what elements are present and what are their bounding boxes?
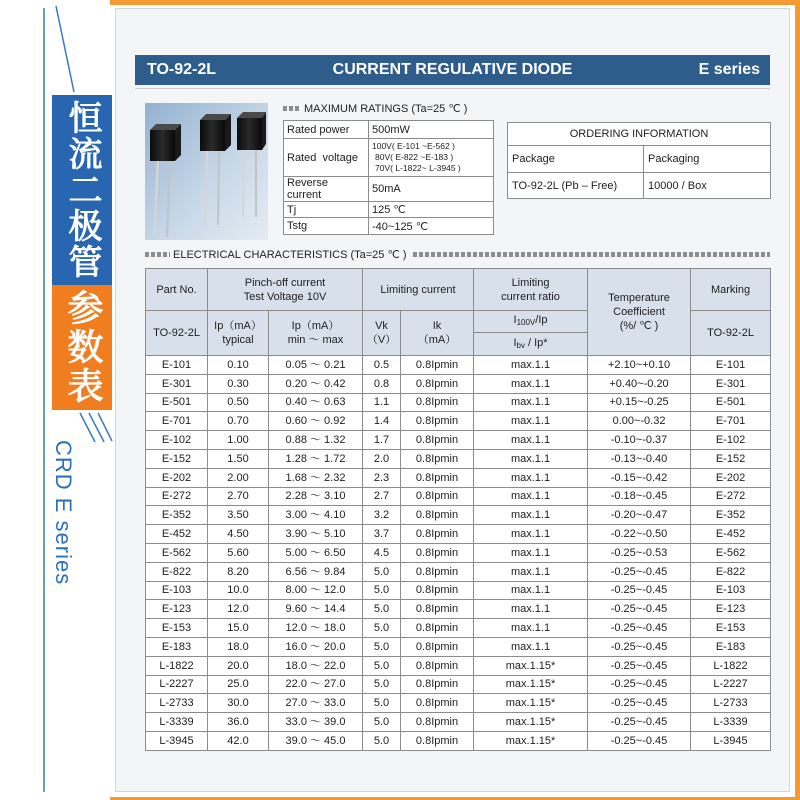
marking-cell: E-202 bbox=[691, 468, 771, 487]
max-ratings-table bbox=[283, 120, 494, 235]
ratio-cell: max.1.1 bbox=[474, 619, 588, 638]
rating-label: Rated power bbox=[284, 121, 369, 139]
table-row bbox=[146, 619, 771, 638]
table-row bbox=[146, 543, 771, 562]
part-no-cell: E-562 bbox=[146, 543, 208, 562]
ip-range-cell: 16.0 ～ 20.0 bbox=[269, 637, 363, 656]
ip-typical-cell: 3.50 bbox=[208, 506, 269, 525]
vk-line1: Vk bbox=[375, 320, 388, 332]
sidebar-subtitle-box bbox=[52, 285, 112, 410]
part-no-cell: E-501 bbox=[146, 393, 208, 412]
ik-cell: 0.8Ipmin bbox=[401, 675, 474, 694]
sidebar-subtitle: 参数表 bbox=[62, 289, 103, 406]
ordering-packaging-value: 10000 / Box bbox=[644, 173, 771, 199]
temp-coeff-cell: -0.20~-0.47 bbox=[588, 506, 691, 525]
part-no-cell: E-153 bbox=[146, 619, 208, 638]
ratio-cell: max.1.15* bbox=[474, 694, 588, 713]
marking-cell: E-153 bbox=[691, 619, 771, 638]
ip-range-cell: 5.00 ～ 6.50 bbox=[269, 543, 363, 562]
ik-cell: 0.8Ipmin bbox=[401, 525, 474, 544]
vk-cell: 5.0 bbox=[363, 562, 401, 581]
electrical-table bbox=[145, 268, 771, 751]
max-ratings-label bbox=[283, 101, 467, 115]
rating-label: Tj bbox=[284, 202, 369, 218]
table-row bbox=[146, 449, 771, 468]
ratio-bv-main: I bbox=[513, 336, 517, 349]
ip-typical-cell: 0.70 bbox=[208, 412, 269, 431]
temp-line3: (%/ ℃ ) bbox=[619, 320, 659, 332]
ordering-title: ORDERING INFORMATION bbox=[508, 123, 771, 146]
electrical-label bbox=[145, 247, 770, 261]
header-title: CURRENT REGULATIVE DIODE bbox=[332, 61, 573, 78]
marking-cell: E-102 bbox=[691, 431, 771, 450]
ordering-package-value: TO-92-2L (Pb – Free) bbox=[508, 173, 644, 199]
ip-range-cell: 0.60 ～ 0.92 bbox=[269, 412, 363, 431]
ip-typ-line2: typical bbox=[222, 334, 254, 346]
table-row bbox=[508, 123, 771, 146]
part-no-cell: E-202 bbox=[146, 468, 208, 487]
ip-range-line2: min ～ max bbox=[287, 334, 344, 346]
ik-cell: 0.8Ipmin bbox=[401, 713, 474, 732]
ratio-cell: max.1.1 bbox=[474, 581, 588, 600]
temp-coeff-cell: -0.10~-0.37 bbox=[588, 431, 691, 450]
ik-cell: 0.8Ipmin bbox=[401, 487, 474, 506]
part-no-cell: E-822 bbox=[146, 562, 208, 581]
table-row bbox=[146, 431, 771, 450]
col-part-no: Part No. bbox=[146, 269, 208, 311]
table-row bbox=[284, 121, 494, 139]
vk-cell: 5.0 bbox=[363, 637, 401, 656]
ik-cell: 0.8Ipmin bbox=[401, 374, 474, 393]
sidebar-title-box bbox=[52, 95, 112, 285]
temp-line1: Temperature bbox=[608, 292, 670, 304]
dash-rule bbox=[283, 106, 300, 111]
ik-cell: 0.8Ipmin bbox=[401, 468, 474, 487]
temp-coeff-cell: -0.18~-0.45 bbox=[588, 487, 691, 506]
ik-cell: 0.8Ipmin bbox=[401, 562, 474, 581]
ordering-header-package: Package bbox=[508, 146, 644, 173]
sidebar-title: 恒流二极管 bbox=[62, 100, 102, 280]
ratio-cell: max.1.1 bbox=[474, 374, 588, 393]
header-series: E series bbox=[698, 61, 760, 78]
ip-typical-cell: 18.0 bbox=[208, 637, 269, 656]
ik-cell: 0.8Ipmin bbox=[401, 619, 474, 638]
part-no-cell: L-1822 bbox=[146, 656, 208, 675]
ip-range-cell: 6.56 ～ 9.84 bbox=[269, 562, 363, 581]
electrical-table-body bbox=[146, 356, 771, 751]
temp-coeff-cell: -0.25~-0.45 bbox=[588, 713, 691, 732]
ip-range-cell: 1.68 ～ 2.32 bbox=[269, 468, 363, 487]
frame-right-border bbox=[795, 0, 800, 800]
ratio-cell: max.1.1 bbox=[474, 637, 588, 656]
temp-coeff-cell: +0.40~-0.20 bbox=[588, 374, 691, 393]
electrical-table-header bbox=[146, 269, 771, 356]
ratio-100v-rest: /Ip bbox=[535, 314, 548, 326]
part-no-cell: E-152 bbox=[146, 449, 208, 468]
ratio-line2: current ratio bbox=[501, 290, 560, 303]
ik-cell: 0.8Ipmin bbox=[401, 431, 474, 450]
marking-cell: E-152 bbox=[691, 449, 771, 468]
part-no-cell: L-3339 bbox=[146, 713, 208, 732]
temp-line2: Coefficient bbox=[613, 306, 665, 318]
table-row bbox=[146, 694, 771, 713]
vk-cell: 5.0 bbox=[363, 713, 401, 732]
temp-coeff-cell: -0.25~-0.45 bbox=[588, 675, 691, 694]
temp-coeff-cell: +2.10~+0.10 bbox=[588, 356, 691, 375]
vk-cell: 5.0 bbox=[363, 600, 401, 619]
col-part-package: TO-92-2L bbox=[146, 311, 208, 356]
table-row bbox=[146, 412, 771, 431]
rating-value: -40~125 ℃ bbox=[369, 218, 494, 235]
col-limiting-ratio bbox=[474, 269, 588, 311]
vk-cell: 3.7 bbox=[363, 525, 401, 544]
ik-cell: 0.8Ipmin bbox=[401, 637, 474, 656]
ip-range-cell: 0.40 ～ 0.63 bbox=[269, 393, 363, 412]
ip-range-cell: 39.0 ～ 45.0 bbox=[269, 731, 363, 750]
ik-cell: 0.8Ipmin bbox=[401, 356, 474, 375]
marking-cell: E-103 bbox=[691, 581, 771, 600]
ratio-cell: max.1.1 bbox=[474, 600, 588, 619]
ip-typical-cell: 42.0 bbox=[208, 731, 269, 750]
ik-cell: 0.8Ipmin bbox=[401, 581, 474, 600]
part-no-cell: E-701 bbox=[146, 412, 208, 431]
ik-cell: 0.8Ipmin bbox=[401, 449, 474, 468]
rating-label: Reverse current bbox=[284, 177, 369, 202]
temp-coeff-cell: -0.25~-0.45 bbox=[588, 619, 691, 638]
ip-typ-line1: Ip（mA） bbox=[214, 320, 262, 332]
col-ip-typical bbox=[208, 311, 269, 356]
ratio-cell: max.1.1 bbox=[474, 412, 588, 431]
ip-typical-cell: 2.70 bbox=[208, 487, 269, 506]
marking-cell: E-452 bbox=[691, 525, 771, 544]
ratio-cell: max.1.1 bbox=[474, 543, 588, 562]
ip-typical-cell: 36.0 bbox=[208, 713, 269, 732]
vk-cell: 1.1 bbox=[363, 393, 401, 412]
ratio-cell: max.1.1 bbox=[474, 449, 588, 468]
ip-range-cell: 2.28 ～ 3.10 bbox=[269, 487, 363, 506]
part-no-cell: L-3945 bbox=[146, 731, 208, 750]
vk-cell: 3.2 bbox=[363, 506, 401, 525]
col-marking-package: TO-92-2L bbox=[691, 311, 771, 356]
marking-cell: E-701 bbox=[691, 412, 771, 431]
table-row bbox=[146, 675, 771, 694]
col-marking: Marking bbox=[691, 269, 771, 311]
ip-typical-cell: 12.0 bbox=[208, 600, 269, 619]
ik-cell: 0.8Ipmin bbox=[401, 731, 474, 750]
col-limiting-current: Limiting current bbox=[363, 269, 474, 311]
header-package: TO-92-2L bbox=[147, 61, 217, 78]
ip-typical-cell: 10.0 bbox=[208, 581, 269, 600]
header-row bbox=[146, 269, 771, 311]
col-vk bbox=[363, 311, 401, 356]
table-row bbox=[146, 562, 771, 581]
dash-rule bbox=[145, 252, 170, 257]
vk-cell: 2.3 bbox=[363, 468, 401, 487]
ip-typical-cell: 1.00 bbox=[208, 431, 269, 450]
ik-cell: 0.8Ipmin bbox=[401, 506, 474, 525]
table-row bbox=[146, 374, 771, 393]
ratio-cell: max.1.15* bbox=[474, 731, 588, 750]
ratio-cell: max.1.15* bbox=[474, 656, 588, 675]
series-label: CRD E series bbox=[51, 440, 76, 586]
vk-cell: 5.0 bbox=[363, 675, 401, 694]
vk-cell: 1.4 bbox=[363, 412, 401, 431]
vk-cell: 1.7 bbox=[363, 431, 401, 450]
table-row bbox=[146, 356, 771, 375]
vk-cell: 0.8 bbox=[363, 374, 401, 393]
table-row bbox=[146, 656, 771, 675]
ip-typical-cell: 25.0 bbox=[208, 675, 269, 694]
product-photo bbox=[145, 103, 268, 240]
marking-cell: E-123 bbox=[691, 600, 771, 619]
marking-cell: E-822 bbox=[691, 562, 771, 581]
ip-range-cell: 12.0 ～ 18.0 bbox=[269, 619, 363, 638]
table-row bbox=[508, 173, 771, 199]
ip-typical-cell: 0.10 bbox=[208, 356, 269, 375]
frame-top-border bbox=[110, 0, 800, 5]
vk-line2: （V） bbox=[366, 334, 397, 346]
ratio-cell: max.1.1 bbox=[474, 487, 588, 506]
marking-cell: E-101 bbox=[691, 356, 771, 375]
ratio-cell: max.1.15* bbox=[474, 675, 588, 694]
ip-range-line1: Ip（mA） bbox=[291, 320, 340, 332]
ik-cell: 0.8Ipmin bbox=[401, 543, 474, 562]
part-no-cell: E-272 bbox=[146, 487, 208, 506]
vk-cell: 2.0 bbox=[363, 449, 401, 468]
rating-value: 125 ℃ bbox=[369, 202, 494, 218]
header-bar bbox=[135, 55, 770, 85]
part-no-cell: E-301 bbox=[146, 374, 208, 393]
part-no-cell: E-103 bbox=[146, 581, 208, 600]
ik-cell: 0.8Ipmin bbox=[401, 694, 474, 713]
ratio-100v-main: I bbox=[513, 314, 517, 326]
col-pinch-off bbox=[208, 269, 363, 311]
ik-line2: （mA） bbox=[417, 334, 457, 346]
table-row bbox=[146, 713, 771, 732]
marking-cell: E-272 bbox=[691, 487, 771, 506]
ik-cell: 0.8Ipmin bbox=[401, 600, 474, 619]
vk-cell: 5.0 bbox=[363, 619, 401, 638]
temp-coeff-cell: +0.15~-0.25 bbox=[588, 393, 691, 412]
rating-label: Rated voltage bbox=[284, 139, 369, 177]
ip-typical-cell: 8.20 bbox=[208, 562, 269, 581]
temp-coeff-cell: -0.25~-0.53 bbox=[588, 543, 691, 562]
ratio-100v-sub: 100V bbox=[516, 318, 536, 327]
ratio-cell: max.1.1 bbox=[474, 356, 588, 375]
ip-range-cell: 22.0 ～ 27.0 bbox=[269, 675, 363, 694]
ip-typical-cell: 5.60 bbox=[208, 543, 269, 562]
ip-range-cell: 0.88 ～ 1.32 bbox=[269, 431, 363, 450]
marking-cell: E-352 bbox=[691, 506, 771, 525]
ip-typical-cell: 2.00 bbox=[208, 468, 269, 487]
ik-cell: 0.8Ipmin bbox=[401, 393, 474, 412]
ratio-bv-sub: bv bbox=[516, 340, 525, 350]
part-no-cell: E-102 bbox=[146, 431, 208, 450]
ratio-cell: max.1.1 bbox=[474, 393, 588, 412]
ip-range-cell: 18.0 ～ 22.0 bbox=[269, 656, 363, 675]
ip-range-cell: 1.28 ～ 1.72 bbox=[269, 449, 363, 468]
table-row bbox=[146, 393, 771, 412]
vk-cell: 4.5 bbox=[363, 543, 401, 562]
part-no-cell: E-183 bbox=[146, 637, 208, 656]
voltage-line: 70V( L-1822~ L-3945 ) bbox=[375, 163, 461, 173]
header-divider bbox=[135, 88, 770, 89]
ordering-table bbox=[507, 122, 771, 199]
table-row bbox=[284, 177, 494, 202]
rating-value: 500mW bbox=[369, 121, 494, 139]
vk-cell: 2.7 bbox=[363, 487, 401, 506]
ratio-cell: max.1.1 bbox=[474, 562, 588, 581]
voltage-line: 80V( E-822 ~E-183 ) bbox=[375, 152, 454, 162]
table-row bbox=[284, 139, 494, 177]
ip-range-cell: 9.60 ～ 14.4 bbox=[269, 600, 363, 619]
table-row bbox=[146, 731, 771, 750]
table-row bbox=[284, 218, 494, 235]
ik-cell: 0.8Ipmin bbox=[401, 656, 474, 675]
part-no-cell: E-352 bbox=[146, 506, 208, 525]
table-row bbox=[146, 600, 771, 619]
ip-typical-cell: 1.50 bbox=[208, 449, 269, 468]
ratio-cell: max.1.1 bbox=[474, 525, 588, 544]
temp-coeff-cell: -0.15~-0.42 bbox=[588, 468, 691, 487]
ip-typical-cell: 20.0 bbox=[208, 656, 269, 675]
max-ratings-title: MAXIMUM RATINGS (Ta=25 ℃ ) bbox=[304, 102, 468, 115]
temp-coeff-cell: -0.25~-0.45 bbox=[588, 637, 691, 656]
ratio-cell: max.1.1 bbox=[474, 468, 588, 487]
col-temp-coeff bbox=[588, 269, 691, 356]
ip-range-cell: 3.00 ～ 4.10 bbox=[269, 506, 363, 525]
ip-range-cell: 0.05 ～ 0.21 bbox=[269, 356, 363, 375]
vk-cell: 5.0 bbox=[363, 656, 401, 675]
vk-cell: 0.5 bbox=[363, 356, 401, 375]
rating-value bbox=[369, 139, 494, 177]
marking-cell: E-301 bbox=[691, 374, 771, 393]
temp-coeff-cell: -0.25~-0.45 bbox=[588, 731, 691, 750]
marking-cell: L-3945 bbox=[691, 731, 771, 750]
col-ip-range bbox=[269, 311, 363, 356]
ip-typical-cell: 0.30 bbox=[208, 374, 269, 393]
ik-line1: Ik bbox=[432, 320, 442, 332]
vk-cell: 5.0 bbox=[363, 694, 401, 713]
pinch-off-line2: Test Voltage 10V bbox=[243, 290, 327, 303]
table-row bbox=[146, 487, 771, 506]
rating-value: 50mA bbox=[369, 177, 494, 202]
table-row bbox=[146, 637, 771, 656]
ratio-cell: max.1.15* bbox=[474, 713, 588, 732]
marking-cell: E-183 bbox=[691, 637, 771, 656]
ordering-header-packaging: Packaging bbox=[644, 146, 771, 173]
col-ratio-100v bbox=[474, 311, 588, 333]
table-row bbox=[146, 581, 771, 600]
marking-cell: L-2733 bbox=[691, 694, 771, 713]
table-row bbox=[508, 146, 771, 173]
marking-cell: L-2227 bbox=[691, 675, 771, 694]
marking-cell: L-1822 bbox=[691, 656, 771, 675]
part-no-cell: L-2227 bbox=[146, 675, 208, 694]
voltage-line: 100V( E-101 ~E-562 ) bbox=[372, 141, 455, 151]
temp-coeff-cell: -0.25~-0.45 bbox=[588, 562, 691, 581]
marking-cell: E-501 bbox=[691, 393, 771, 412]
col-ik bbox=[401, 311, 474, 356]
ip-typical-cell: 15.0 bbox=[208, 619, 269, 638]
vk-cell: 5.0 bbox=[363, 731, 401, 750]
col-ratio-bv bbox=[474, 333, 588, 356]
table-row bbox=[146, 506, 771, 525]
ip-typical-cell: 0.50 bbox=[208, 393, 269, 412]
temp-coeff-cell: -0.13~-0.40 bbox=[588, 449, 691, 468]
temp-coeff-cell: -0.25~-0.45 bbox=[588, 581, 691, 600]
electrical-title: ELECTRICAL CHARACTERISTICS (Ta=25 ℃ ) bbox=[173, 248, 407, 261]
ratio-cell: max.1.1 bbox=[474, 506, 588, 525]
temp-coeff-cell: -0.25~-0.45 bbox=[588, 694, 691, 713]
vk-cell: 5.0 bbox=[363, 581, 401, 600]
table-row bbox=[146, 525, 771, 544]
part-no-cell: L-2733 bbox=[146, 694, 208, 713]
ip-range-cell: 0.20 ～ 0.42 bbox=[269, 374, 363, 393]
ip-range-cell: 3.90 ～ 5.10 bbox=[269, 525, 363, 544]
part-no-cell: E-101 bbox=[146, 356, 208, 375]
temp-coeff-cell: 0.00~-0.32 bbox=[588, 412, 691, 431]
ip-typical-cell: 30.0 bbox=[208, 694, 269, 713]
ip-range-cell: 33.0 ～ 39.0 bbox=[269, 713, 363, 732]
ratio-line1: Limiting bbox=[511, 276, 550, 289]
table-row bbox=[284, 202, 494, 218]
part-no-cell: E-123 bbox=[146, 600, 208, 619]
ratio-bv-rest: / Ip* bbox=[524, 336, 548, 349]
rating-label: Tstg bbox=[284, 218, 369, 235]
temp-coeff-cell: -0.25~-0.45 bbox=[588, 600, 691, 619]
table-row bbox=[146, 468, 771, 487]
marking-cell: L-3339 bbox=[691, 713, 771, 732]
dash-rule bbox=[413, 252, 770, 257]
ip-range-cell: 8.00 ～ 12.0 bbox=[269, 581, 363, 600]
pinch-off-line1: Pinch-off current bbox=[244, 276, 326, 289]
ik-cell: 0.8Ipmin bbox=[401, 412, 474, 431]
marking-cell: E-562 bbox=[691, 543, 771, 562]
temp-coeff-cell: -0.22~-0.50 bbox=[588, 525, 691, 544]
ratio-cell: max.1.1 bbox=[474, 431, 588, 450]
ip-range-cell: 27.0 ～ 33.0 bbox=[269, 694, 363, 713]
part-no-cell: E-452 bbox=[146, 525, 208, 544]
ip-typical-cell: 4.50 bbox=[208, 525, 269, 544]
temp-coeff-cell: -0.25~-0.45 bbox=[588, 656, 691, 675]
